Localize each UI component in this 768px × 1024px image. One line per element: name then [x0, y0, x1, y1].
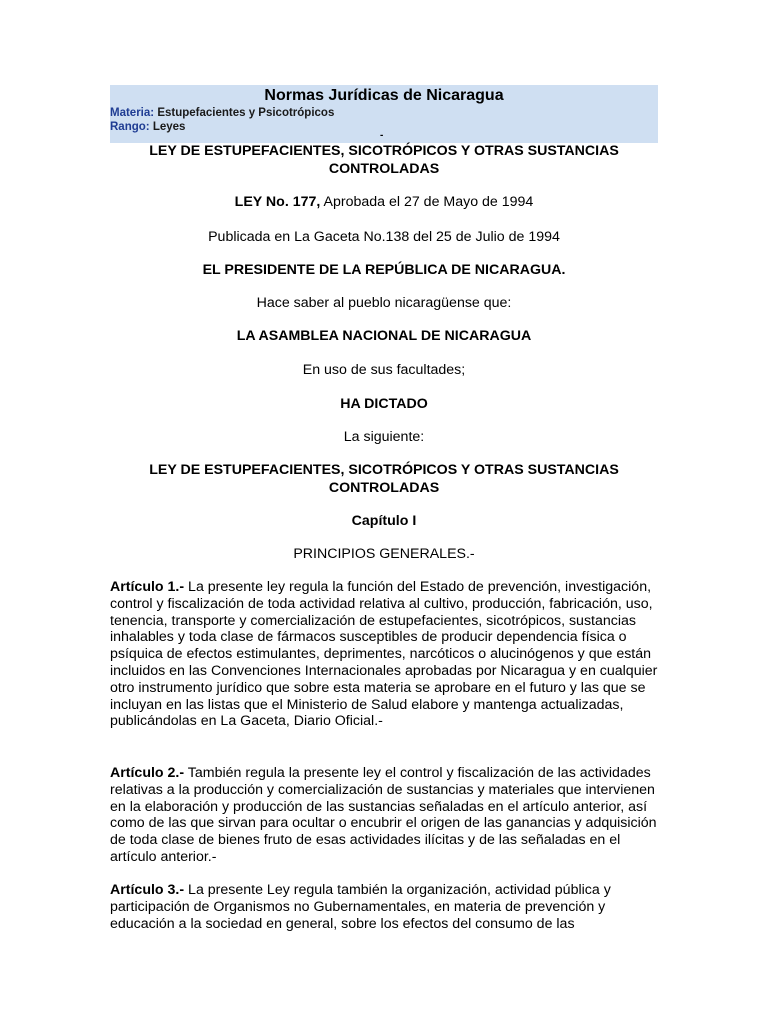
rango-key: Rango:: [110, 121, 150, 133]
law-number: [110, 193, 658, 211]
article-text: La presente ley regula la función del Estado de prevención, investigación, control y fiscalización de toda actividad relativa al cultivo, producción, fabricación, uso, tenencia, transporte y comercialización de estupefacientes, sicotrópicos, sustancias inhalables y toda clase de fármacos susceptibles de producir dependencia física o psíquica de efectos estimulantes, deprimentes, narcóticos o alucinógenos y que están incluidos en las Convenciones Internacionales aprobadas por Nicaragua y en cualquier otro instrumento jurídico que sobre esta materia se aprobare en el futuro y las que se incluyan en las listas que el Ministerio de Salud elabore y mantenga actualizadas, publicándolas en La Gaceta, Diario Oficial.-: [110, 579, 658, 730]
header-dash: -: [380, 130, 384, 141]
materia-value: Estupefacientes y Psicotrópicos: [157, 107, 335, 119]
header-title: Normas Jurídicas de Nicaragua: [264, 87, 504, 104]
document-header: [110, 85, 658, 143]
siguiente-line: La siguiente:: [343, 429, 425, 445]
ha-dictado-line: HA DICTADO: [340, 396, 428, 412]
section-heading: PRINCIPIOS GENERALES.-: [293, 546, 475, 562]
article-text: La presente Ley regula también la organización, actividad pública y participación de Organismos no Gubernamentales, en materia de prevención y educación a la sociedad en general, sobre los efectos del consumo de las: [110, 882, 611, 932]
article-3: [110, 882, 658, 932]
article-text: También regula la presente ley el control y fiscalización de las actividades relativas a la producción y comercialización de sustancias y materiales que intervienen en la elaboración y producción de las sustancias señaladas en el artículo anterior, así como de las que sirvan para ocultar o encubrir el origen de las ganancias y adquisición de toda clase de bienes fruto de esas actividades ilícitas y de las señaladas en el artículo anterior.-: [110, 765, 657, 865]
rango-value: Leyes: [152, 121, 186, 133]
law-number-label: LEY No. 177,: [234, 194, 321, 210]
president-line: EL PRESIDENTE DE LA REPÚBLICA DE NICARAGUA.: [202, 262, 566, 278]
article-1: [110, 579, 658, 730]
rango-line: [110, 121, 185, 133]
article-label: Artículo 3.-: [110, 882, 185, 898]
publication-line: Publicada en La Gaceta No.138 del 25 de Julio de 1994: [208, 229, 560, 245]
materia-line: [110, 107, 334, 119]
article-label: Artículo 1.-: [110, 579, 185, 595]
law-number-date: Aprobada el 27 de Mayo de 1994: [320, 194, 534, 210]
law-title: LEY DE ESTUPEFACIENTES, SICOTRÓPICOS Y OTRAS SUSTANCIAS CONTROLADAS: [149, 143, 619, 177]
chapter-heading: Capítulo I: [351, 513, 417, 529]
facultades-line: En uso de sus facultades;: [302, 362, 466, 378]
materia-key: Materia:: [110, 107, 155, 119]
law-title-repeat: LEY DE ESTUPEFACIENTES, SICOTRÓPICOS Y OTRAS SUSTANCIAS CONTROLADAS: [149, 462, 619, 496]
article-label: Artículo 2.-: [110, 765, 185, 781]
asamblea-line: LA ASAMBLEA NACIONAL DE NICARAGUA: [236, 328, 532, 344]
article-2: [110, 765, 658, 866]
hace-saber-line: Hace saber al pueblo nicaragüense que:: [256, 295, 512, 311]
